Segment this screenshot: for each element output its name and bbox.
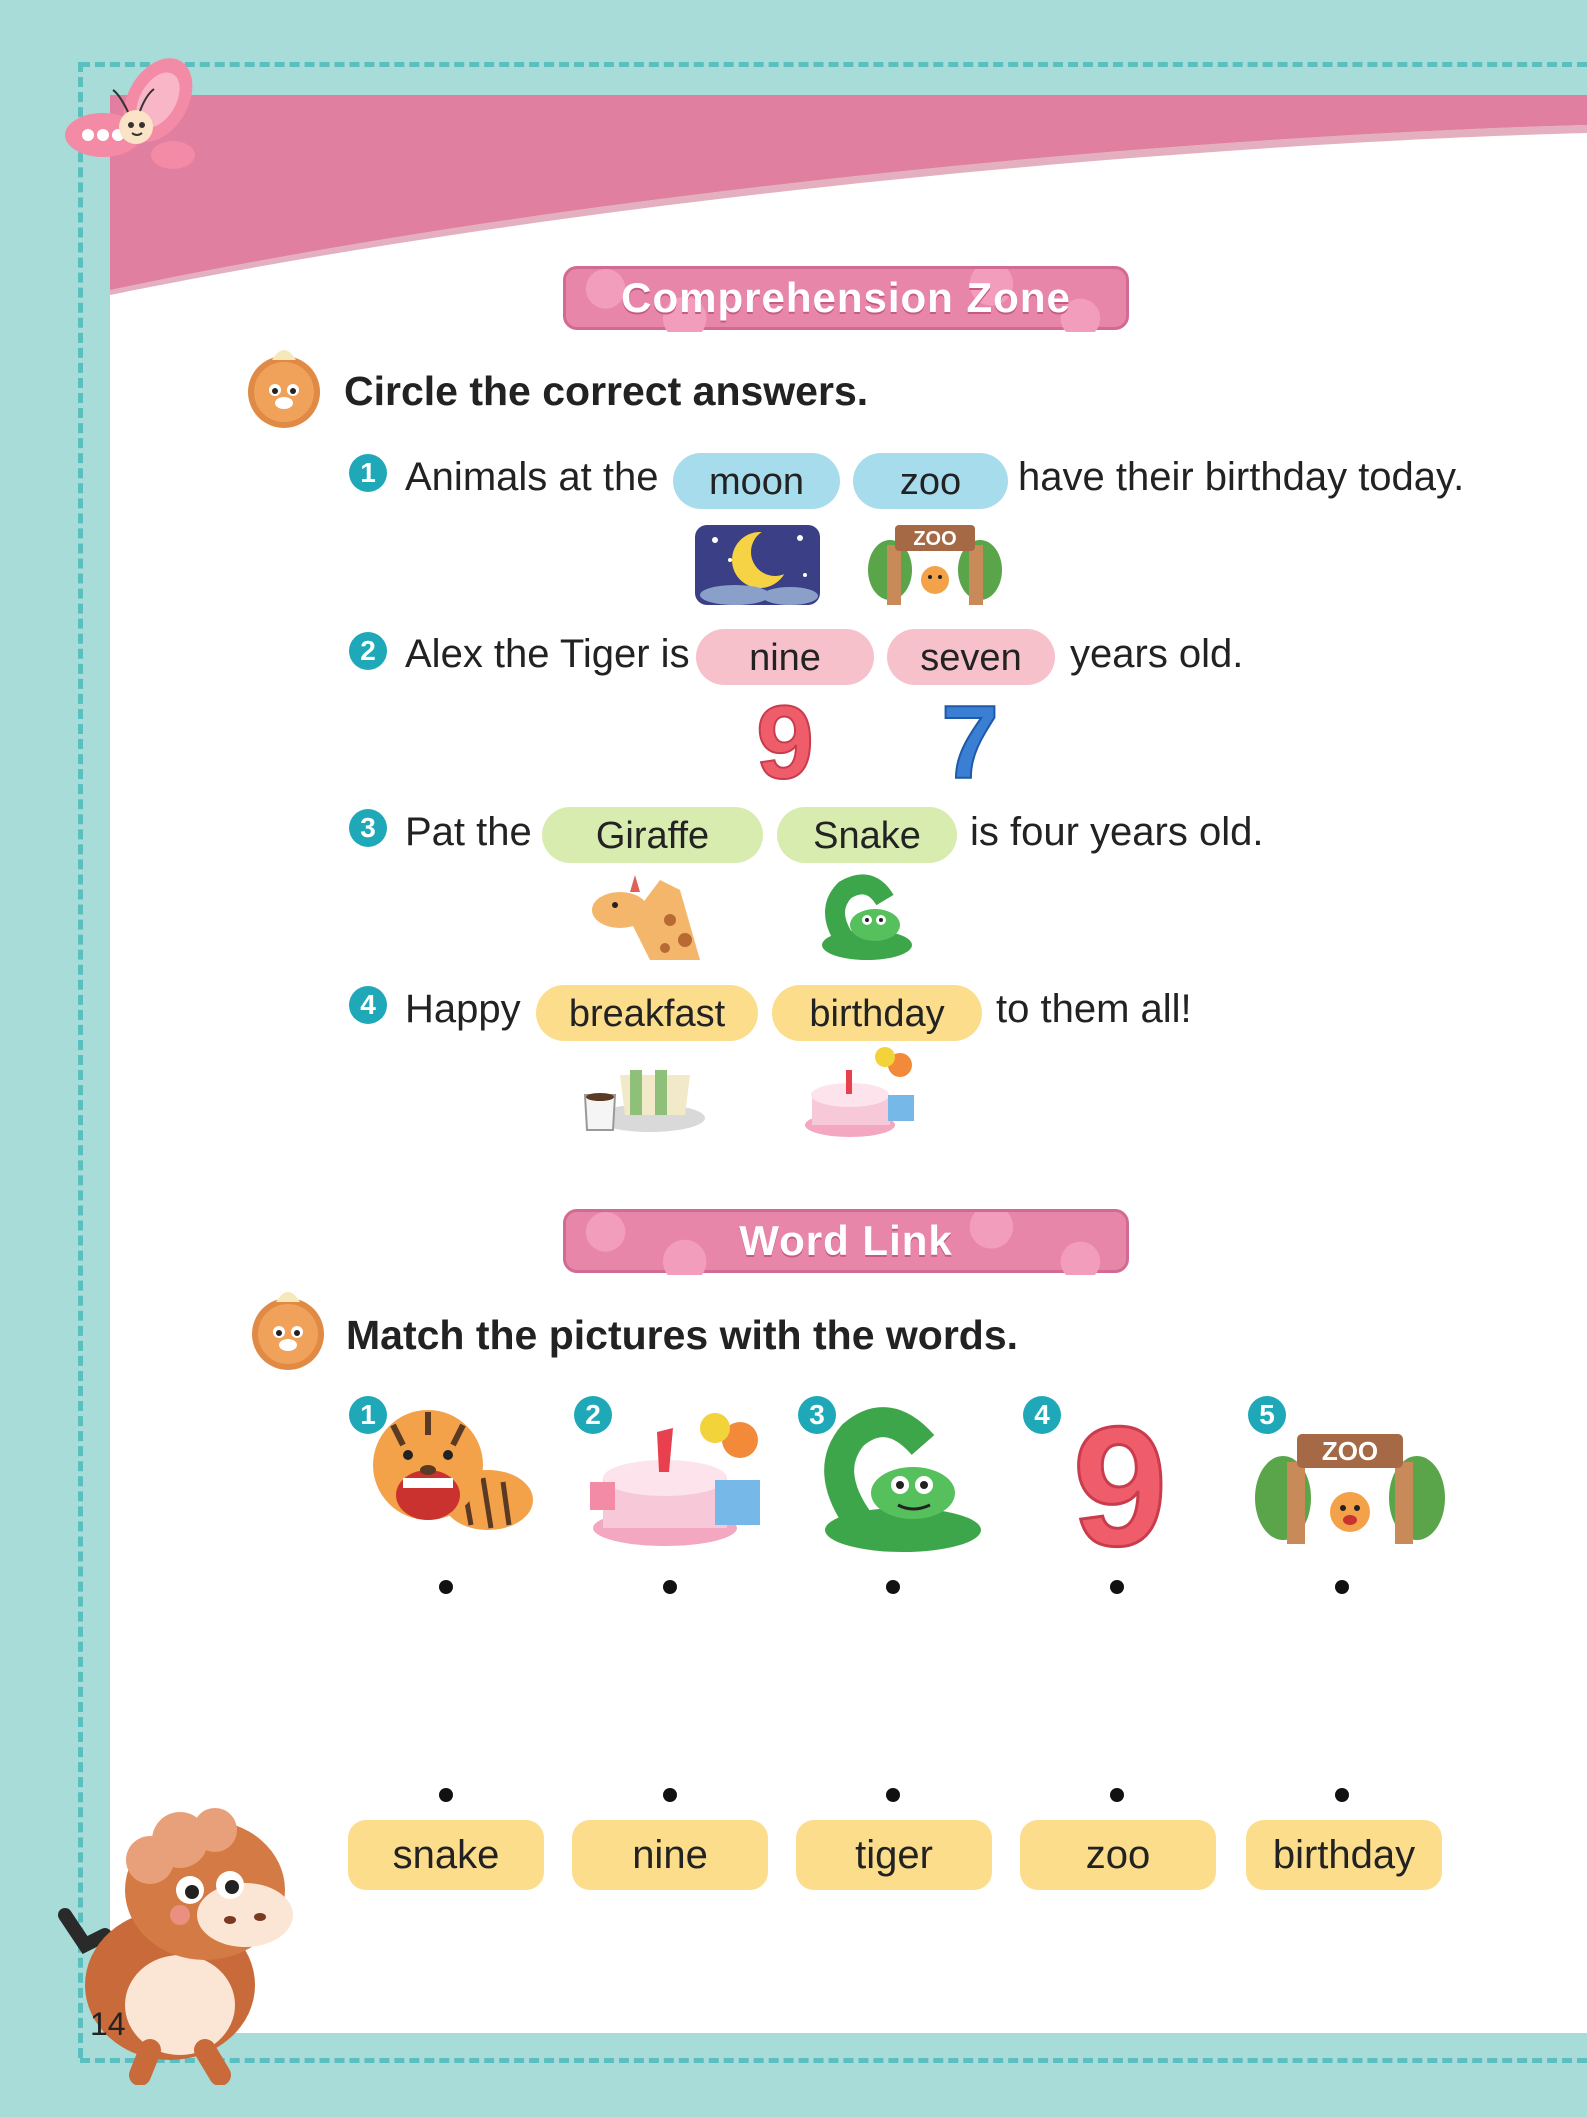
picture-4-number: 4 <box>1023 1396 1061 1434</box>
question-2-option-seven[interactable]: seven <box>887 629 1055 685</box>
dashed-border-top <box>80 62 1587 67</box>
word-box-zoo[interactable]: zoo <box>1020 1820 1216 1890</box>
number-seven-small-icon <box>925 690 1015 790</box>
horse-mascot-icon <box>30 1795 310 2085</box>
seven-glyph-small: 7 <box>941 690 999 790</box>
word-3-dot[interactable] <box>886 1788 900 1802</box>
question-4-option-breakfast[interactable]: breakfast <box>536 985 758 1041</box>
giraffe-icon <box>590 870 715 965</box>
word-1-dot[interactable] <box>439 1788 453 1802</box>
picture-1-number: 1 <box>349 1396 387 1434</box>
zoo-sign-text-large: ZOO <box>1321 1436 1379 1466</box>
picture-3-number: 3 <box>798 1396 836 1434</box>
nine-glyph-large: 9 <box>1072 1405 1168 1555</box>
birthday-cake-icon <box>585 1410 765 1550</box>
picture-3-dot[interactable] <box>886 1580 900 1594</box>
question-2-option-nine[interactable]: nine <box>696 629 874 685</box>
page-number: 14 <box>90 2006 126 2042</box>
picture-4-dot[interactable] <box>1110 1580 1124 1594</box>
question-1-option-moon[interactable]: moon <box>673 453 840 509</box>
question-4-text-after: to them all! <box>996 987 1192 1031</box>
comprehension-zone-title: Comprehension Zone <box>621 274 1071 321</box>
word-box-birthday[interactable]: birthday <box>1246 1820 1442 1890</box>
question-2-number: 2 <box>349 632 387 670</box>
question-3-text-after: is four years old. <box>970 810 1264 854</box>
snake-small-icon <box>815 870 920 965</box>
picture-1-dot[interactable] <box>439 1580 453 1594</box>
tiger-icon <box>363 1400 538 1550</box>
picture-5-dot[interactable] <box>1335 1580 1349 1594</box>
moon-night-icon <box>690 520 825 610</box>
question-1-text-after: have their birthday today. <box>1018 455 1465 499</box>
zoo-sign-text-small: ZOO <box>913 528 957 550</box>
zoo-gate-small-icon <box>865 515 1005 610</box>
question-3-number: 3 <box>349 809 387 847</box>
question-3-option-giraffe[interactable]: Giraffe <box>542 807 763 863</box>
question-4-text-before: Happy <box>405 987 521 1031</box>
word-4-dot[interactable] <box>1110 1788 1124 1802</box>
word-box-nine[interactable]: nine <box>572 1820 768 1890</box>
butterfly-icon <box>58 55 198 180</box>
mascot-head-icon-2 <box>248 1282 328 1372</box>
number-nine-icon <box>1050 1405 1190 1555</box>
word-link-title: Word Link <box>739 1217 953 1264</box>
question-1-text-before: Animals at the <box>405 455 659 499</box>
snake-icon <box>818 1405 988 1555</box>
picture-2-number: 2 <box>574 1396 612 1434</box>
nine-glyph-small: 9 <box>756 690 814 790</box>
word-5-dot[interactable] <box>1335 1788 1349 1802</box>
breakfast-icon <box>575 1050 710 1140</box>
word-link-instruction: Match the pictures with the words. <box>346 1312 1019 1358</box>
question-1-option-zoo[interactable]: zoo <box>853 453 1008 509</box>
word-box-tiger[interactable]: tiger <box>796 1820 992 1890</box>
dashed-border-left <box>78 62 83 2058</box>
question-4-number: 4 <box>349 986 387 1024</box>
word-2-dot[interactable] <box>663 1788 677 1802</box>
birthday-cake-small-icon <box>800 1045 920 1140</box>
comprehension-instruction: Circle the correct answers. <box>344 368 869 414</box>
number-nine-small-icon <box>740 690 830 790</box>
question-3-text-before: Pat the <box>405 810 532 854</box>
comprehension-zone-banner <box>563 266 1129 330</box>
question-2-text-before: Alex the Tiger is <box>405 632 690 676</box>
picture-2-dot[interactable] <box>663 1580 677 1594</box>
question-2-text-after: years old. <box>1070 632 1244 676</box>
picture-5-number: 5 <box>1248 1396 1286 1434</box>
question-3-option-snake[interactable]: Snake <box>777 807 957 863</box>
mascot-head-icon <box>244 340 324 430</box>
word-link-banner <box>563 1209 1129 1273</box>
question-4-option-birthday[interactable]: birthday <box>772 985 982 1041</box>
zoo-gate-icon <box>1255 1420 1445 1550</box>
question-1-number: 1 <box>349 454 387 492</box>
header-band <box>110 95 1587 295</box>
word-box-snake[interactable]: snake <box>348 1820 544 1890</box>
